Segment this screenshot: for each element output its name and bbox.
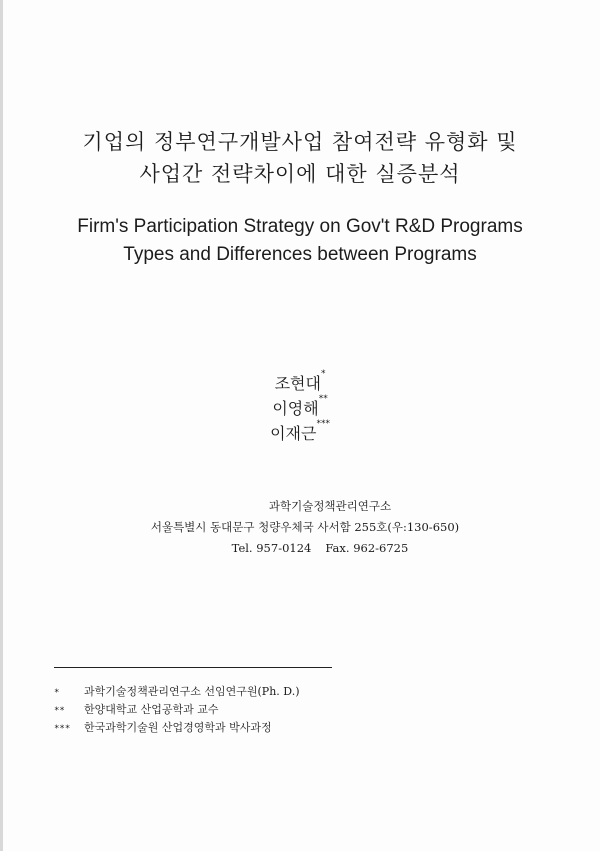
english-title-line-2: Types and Differences between Programs (123, 244, 477, 265)
footnote-3 (54, 719, 272, 735)
footnote-divider (54, 667, 332, 668)
author-3 (0, 421, 600, 444)
footnote-3-mark: *** (54, 724, 71, 734)
author-1 (0, 371, 600, 394)
footnote-2-mark: ** (54, 706, 65, 716)
author-2 (0, 396, 600, 419)
author-2-mark: ** (318, 394, 328, 404)
author-3-mark: *** (316, 419, 330, 429)
footnote-3-text: 한국과학기술원 산업경영학과 박사과정 (84, 721, 272, 734)
footnote-1 (54, 683, 300, 699)
author-3-name: 이재근 (270, 424, 317, 443)
korean-title-line-1: 기업의 정부연구개발사업 참여전략 유형화 및 (82, 130, 518, 154)
affiliation-contact (40, 541, 600, 555)
author-2-name: 이영해 (272, 399, 319, 418)
footnote-1-mark: * (54, 688, 60, 698)
affiliation-tel: Tel. 957-0124 (231, 541, 312, 555)
affiliation-fax: Fax. 962-6725 (325, 541, 409, 555)
korean-title-line-2: 사업간 전략차이에 대한 실증분석 (139, 162, 461, 186)
footnote-2 (54, 701, 219, 717)
footnote-2-text: 한양대학교 산업공학과 교수 (84, 703, 219, 716)
affiliation-address: 서울특별시 동대문구 청량우체국 사서함 255호(우:130-650) (150, 520, 460, 534)
author-1-mark: * (320, 369, 326, 379)
author-1-name: 조현대 (274, 374, 321, 393)
english-title-line-1: Firm's Participation Strategy on Gov't R&D Programs (77, 216, 523, 237)
footnote-1-text: 과학기술정책관리연구소 선임연구원(Ph. D.) (84, 685, 300, 698)
affiliation-institute: 과학기술정책관리연구소 (268, 499, 392, 513)
